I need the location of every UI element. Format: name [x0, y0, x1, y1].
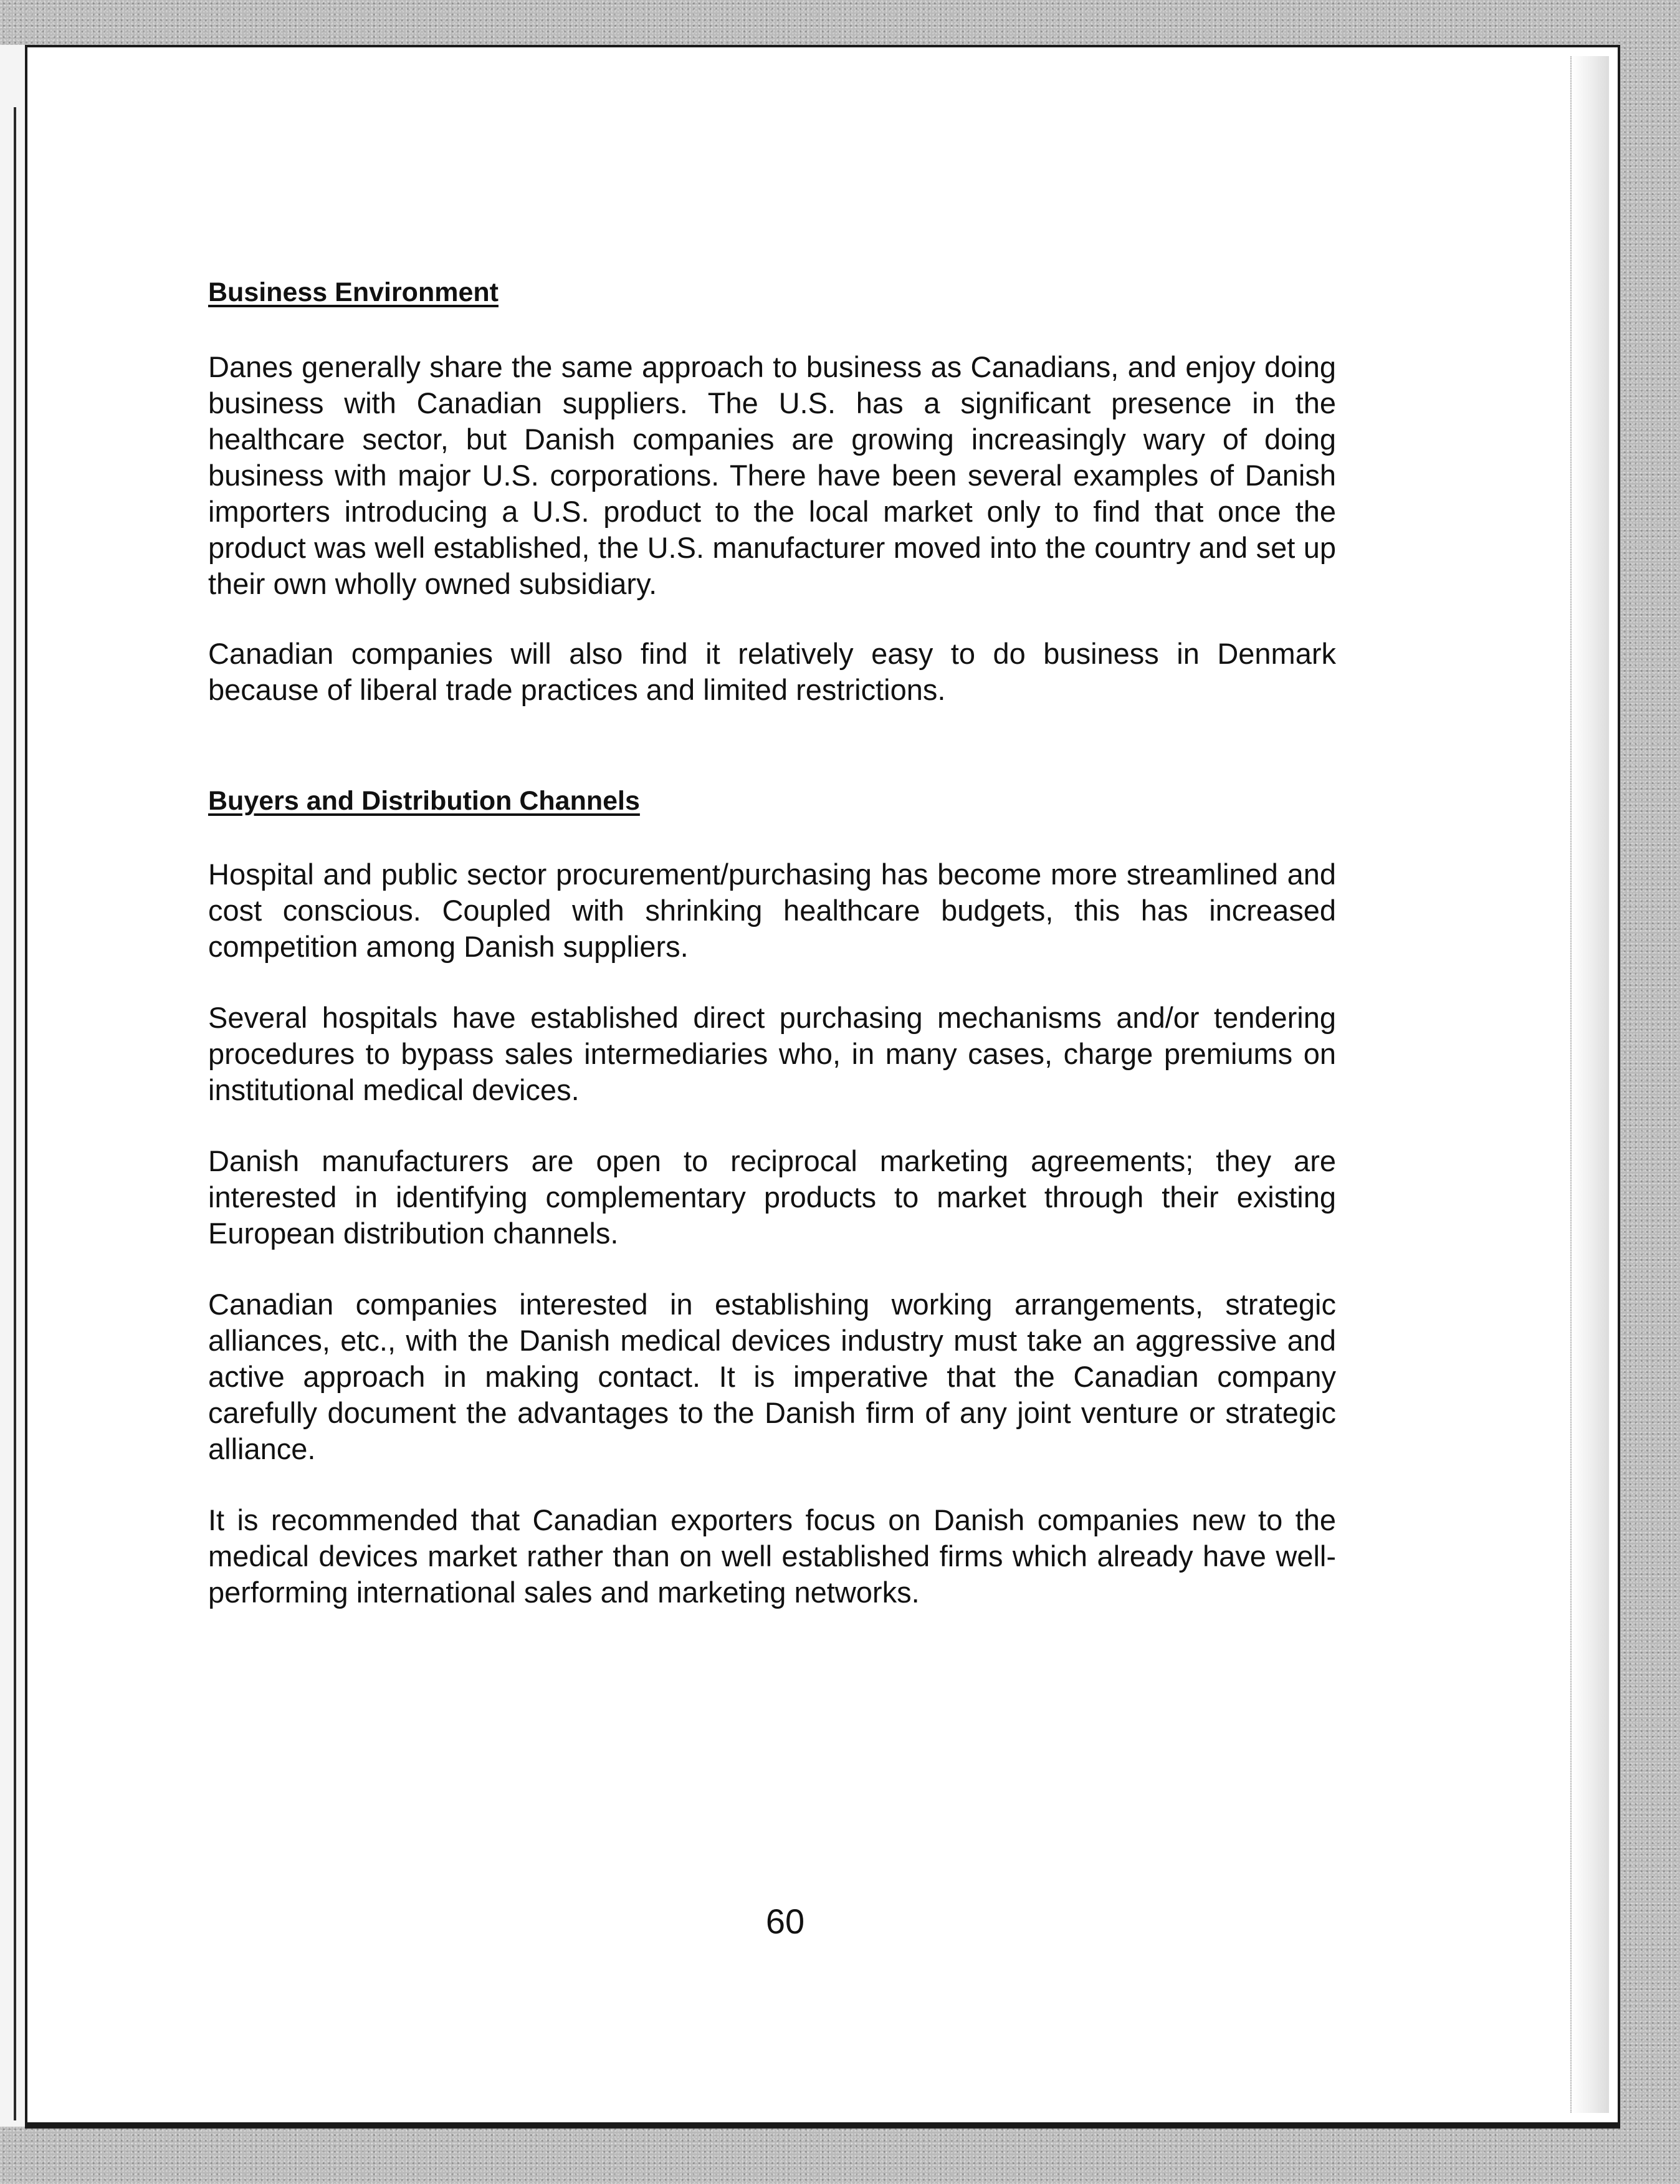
paragraph: Danish manufacturers are open to reciprocal marketing agreements; they are interested in identifying complementary products to market through their existing European distribution channels. [208, 1144, 1336, 1250]
spine-rule [14, 107, 16, 2120]
paragraph: It is recommended that Canadian exporters focus on Danish companies new to the medical devices market rather than on well established firms which already have well-performing international sales and marketing networks. [208, 1503, 1336, 1609]
paragraph: Danes generally share the same approach to business as Canadians, and enjoy doing business with Canadian suppliers. The U.S. has a significant presence in the healthcare sector, but Danish companies are growing increasingly wary of doing business with major U.S. corporations. There have been several examples of Danish importers introducing a U.S. product to the local market only to find that once the product was well established, the U.S. manufacturer moved into the country and set up their own wholly owned subsidiary. [208, 350, 1336, 600]
page-number: 60 [765, 1902, 805, 1941]
page-right-edge [1570, 56, 1609, 2113]
section-heading-business-environment: Business Environment [208, 277, 499, 307]
page-bottom-edge [25, 2122, 1620, 2129]
document-body [208, 274, 1336, 1611]
paragraph: Several hospitals have established direct purchasing mechanisms and/or tendering procedures to bypass sales intermediaries who, in many cases, charge premiums on institutional medical devices. [208, 1001, 1336, 1106]
section-heading-buyers-distribution: Buyers and Distribution Channels [208, 786, 640, 816]
paragraph: Canadian companies will also find it relatively easy to do business in Denmark because of liberal trade practices and limited restrictions. [208, 637, 1336, 706]
paragraph: Hospital and public sector procurement/purchasing has become more streamlined and cost conscious. Coupled with shrinking healthcare budgets, this has increased competition among Danish suppliers. [208, 858, 1336, 963]
paragraph: Canadian companies interested in establishing working arrangements, strategic alliances, etc., with the Danish medical devices industry must take an aggressive and active approach in making contact. It is imperative that the Canadian company carefully document the advantages to the Danish firm of any joint venture or strategic alliance. [208, 1288, 1336, 1465]
